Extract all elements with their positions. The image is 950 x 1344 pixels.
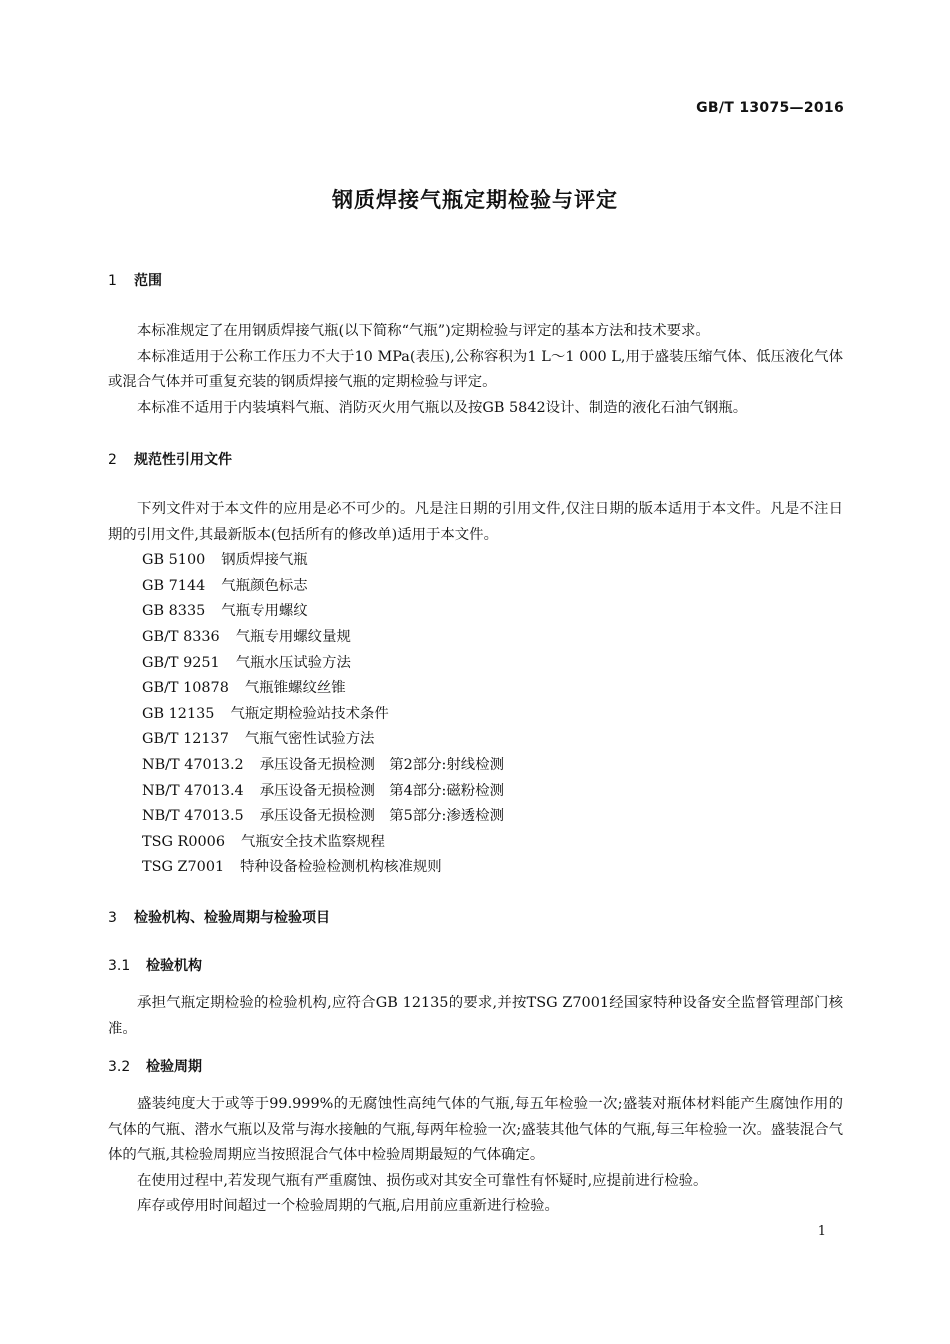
subsection-number: 3.1 <box>108 958 131 974</box>
section-number: 1 <box>108 273 117 289</box>
subsection-number: 3.2 <box>108 1059 131 1075</box>
section-3-heading <box>108 906 843 930</box>
reference-item <box>108 753 843 779</box>
reference-title: 气瓶颜色标志 <box>221 577 308 594</box>
reference-code: TSG R0006 <box>142 833 225 850</box>
reference-code: GB 8335 <box>142 603 206 620</box>
reference-item <box>108 779 843 805</box>
reference-item <box>108 676 843 702</box>
paragraph: 库存或停用时间超过一个检验周期的气瓶,启用前应重新进行检验。 <box>137 1198 559 1215</box>
reference-title: 钢质焊接气瓶 <box>221 552 308 569</box>
normative-references-list <box>108 548 843 881</box>
subsection-3-1-heading <box>108 954 843 978</box>
reference-title: 承压设备无损检测 第4部分:磁粉检测 <box>259 782 504 799</box>
reference-code: GB 12135 <box>142 705 215 722</box>
section-number: 3 <box>108 910 117 926</box>
reference-title: 气瓶气密性试验方法 <box>244 731 375 748</box>
reference-code: NB/T 47013.4 <box>142 782 244 799</box>
section-2-body <box>108 497 843 881</box>
subsection-3-2-body <box>108 1092 843 1220</box>
reference-title: 承压设备无损检测 第5部分:渗透检测 <box>259 808 504 825</box>
reference-item <box>108 625 843 651</box>
standard-code: GB/T 13075—2016 <box>696 100 844 116</box>
reference-code: GB 7144 <box>142 577 206 594</box>
paragraph: 在使用过程中,若发现气瓶有严重腐蚀、损伤或对其安全可靠性有怀疑时,应提前进行检验。 <box>137 1172 708 1189</box>
section-title: 规范性引用文件 <box>134 452 232 468</box>
reference-title: 气瓶安全技术监察规程 <box>241 833 385 850</box>
section-title: 检验机构、检验周期与检验项目 <box>134 910 330 926</box>
paragraph: 盛装纯度大于或等于99.999%的无腐蚀性高纯气体的气瓶,每五年检验一次;盛装对瓶体材料能产生腐蚀作用的气体的气瓶、潜水气瓶以及常与海水接触的气瓶,每两年检验一次;盛装其他气体的气瓶,每三年检验一次。盛装混合气体的气瓶,其检验周期应当按照混合气体中检验周期最短的气体确定。 <box>108 1096 843 1164</box>
reference-code: NB/T 47013.5 <box>142 808 244 825</box>
document-title: 钢质焊接气瓶定期检验与评定 <box>332 188 618 212</box>
section-title: 范围 <box>134 273 162 289</box>
reference-title: 气瓶水压试验方法 <box>235 654 351 671</box>
reference-title: 承压设备无损检测 第2部分:射线检测 <box>259 756 504 773</box>
reference-code: GB/T 8336 <box>142 628 220 645</box>
reference-code: GB/T 9251 <box>142 654 220 671</box>
reference-code: NB/T 47013.2 <box>142 756 244 773</box>
reference-title: 气瓶专用螺纹 <box>221 603 308 620</box>
reference-item <box>108 548 843 574</box>
reference-code: TSG Z7001 <box>142 859 225 876</box>
reference-title: 特种设备检验检测机构核准规则 <box>240 859 442 876</box>
reference-item <box>108 804 843 830</box>
reference-item <box>108 599 843 625</box>
subsection-title: 检验机构 <box>146 958 202 974</box>
section-number: 2 <box>108 452 117 468</box>
reference-item <box>108 702 843 728</box>
paragraph: 下列文件对于本文件的应用是必不可少的。凡是注日期的引用文件,仅注日期的版本适用于本文件。凡是不注日期的引用文件,其最新版本(包括所有的修改单)适用于本文件。 <box>108 501 843 543</box>
subsection-3-2-heading <box>108 1055 843 1079</box>
section-1-heading <box>108 269 843 293</box>
reference-title: 气瓶定期检验站技术条件 <box>230 705 389 722</box>
reference-item <box>108 727 843 753</box>
paragraph: 本标准不适用于内装填料气瓶、消防灭火用气瓶以及按GB 5842设计、制造的液化石油气钢瓶。 <box>137 399 748 416</box>
page-number: 1 <box>817 1224 826 1239</box>
reference-code: GB/T 10878 <box>142 680 229 697</box>
section-2-heading <box>108 448 843 472</box>
reference-title: 气瓶锥螺纹丝锥 <box>244 680 346 697</box>
subsection-title: 检验周期 <box>146 1059 202 1075</box>
reference-item <box>108 574 843 600</box>
section-1-body <box>108 319 843 421</box>
reference-code: GB/T 12137 <box>142 731 229 748</box>
paragraph: 承担气瓶定期检验的检验机构,应符合GB 12135的要求,并按TSG Z7001经国家特种设备安全监督管理部门核准。 <box>108 995 843 1037</box>
paragraph: 本标准适用于公称工作压力不大于10 MPa(表压),公称容积为1 L～1 000 L,用于盛装压缩气体、低压液化气体或混合气体并可重复充装的钢质焊接气瓶的定期检验与评定。 <box>108 348 843 391</box>
reference-item <box>108 855 843 881</box>
reference-item <box>108 651 843 677</box>
reference-code: GB 5100 <box>142 552 206 569</box>
reference-title: 气瓶专用螺纹量规 <box>235 628 351 645</box>
paragraph: 本标准规定了在用钢质焊接气瓶(以下简称“气瓶”)定期检验与评定的基本方法和技术要求。 <box>137 323 710 339</box>
reference-item <box>108 830 843 856</box>
subsection-3-1-body <box>108 991 843 1042</box>
